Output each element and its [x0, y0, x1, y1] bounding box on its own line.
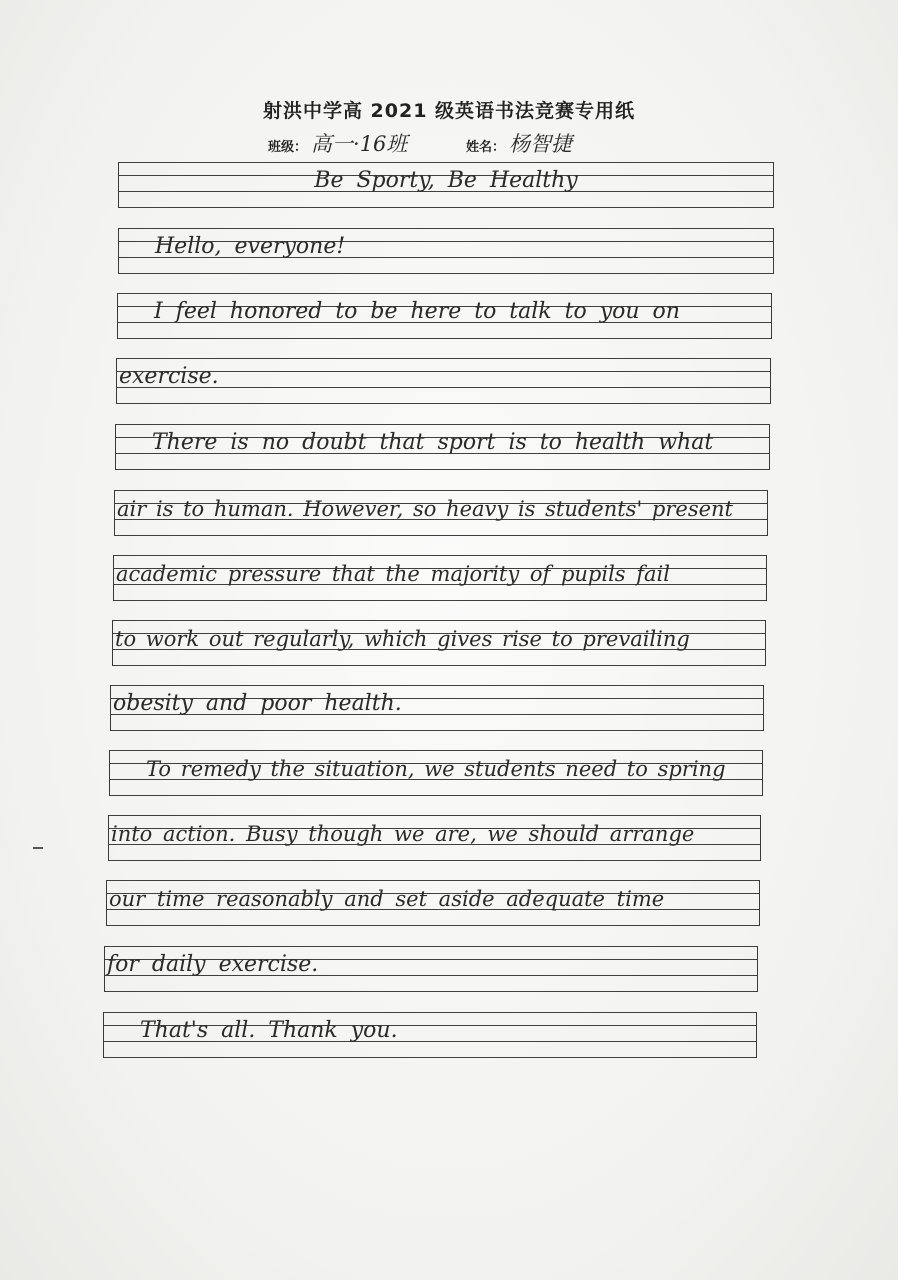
line-text: into action. Busy though we are, we should arrange — [111, 822, 695, 846]
writing-line — [109, 750, 763, 796]
line-text: for daily exercise. — [107, 952, 319, 977]
line-text: exercise. — [119, 364, 219, 389]
line-text: That's all. Thank you. — [140, 1018, 398, 1043]
writing-line — [112, 620, 766, 666]
writing-line — [104, 946, 758, 992]
writing-line — [114, 490, 768, 536]
class-field — [268, 128, 407, 158]
writing-line — [113, 555, 767, 601]
writing-line — [110, 685, 764, 731]
writing-line — [116, 358, 771, 404]
name-label: 姓名： — [466, 140, 506, 155]
line-text: There is no doubt that sport is to health what — [152, 430, 714, 455]
line-text: I feel honored to be here to talk to you on — [154, 299, 680, 324]
writing-line — [108, 815, 761, 861]
line-text: To remedy the situation, we students need to spring — [146, 757, 726, 781]
line-text: Hello, everyone! — [155, 234, 346, 259]
writing-line — [118, 162, 774, 208]
class-value: 高一·16班 — [311, 132, 408, 156]
essay-title: Be Sporty, Be Healthy — [314, 168, 578, 193]
line-text: our time reasonably and set aside adequate time — [109, 887, 665, 911]
line-text: obesity and poor health. — [113, 691, 402, 716]
stray-mark — [33, 847, 43, 849]
line-text: academic pressure that the majority of pupils fail — [116, 562, 670, 586]
name-value: 杨智捷 — [509, 132, 573, 156]
line-text: air is to human. However, so heavy is students' present — [117, 497, 733, 521]
writing-line — [106, 880, 760, 926]
line-text: to work out regularly, which gives rise to prevailing — [115, 627, 690, 651]
name-field — [466, 128, 572, 158]
writing-line — [115, 424, 770, 470]
writing-line — [117, 293, 772, 339]
class-label: 班级： — [268, 140, 308, 155]
sheet-title: 射洪中学高 2021 级英语书法竞赛专用纸 — [262, 100, 636, 122]
writing-line — [118, 228, 774, 274]
writing-line — [103, 1012, 757, 1058]
